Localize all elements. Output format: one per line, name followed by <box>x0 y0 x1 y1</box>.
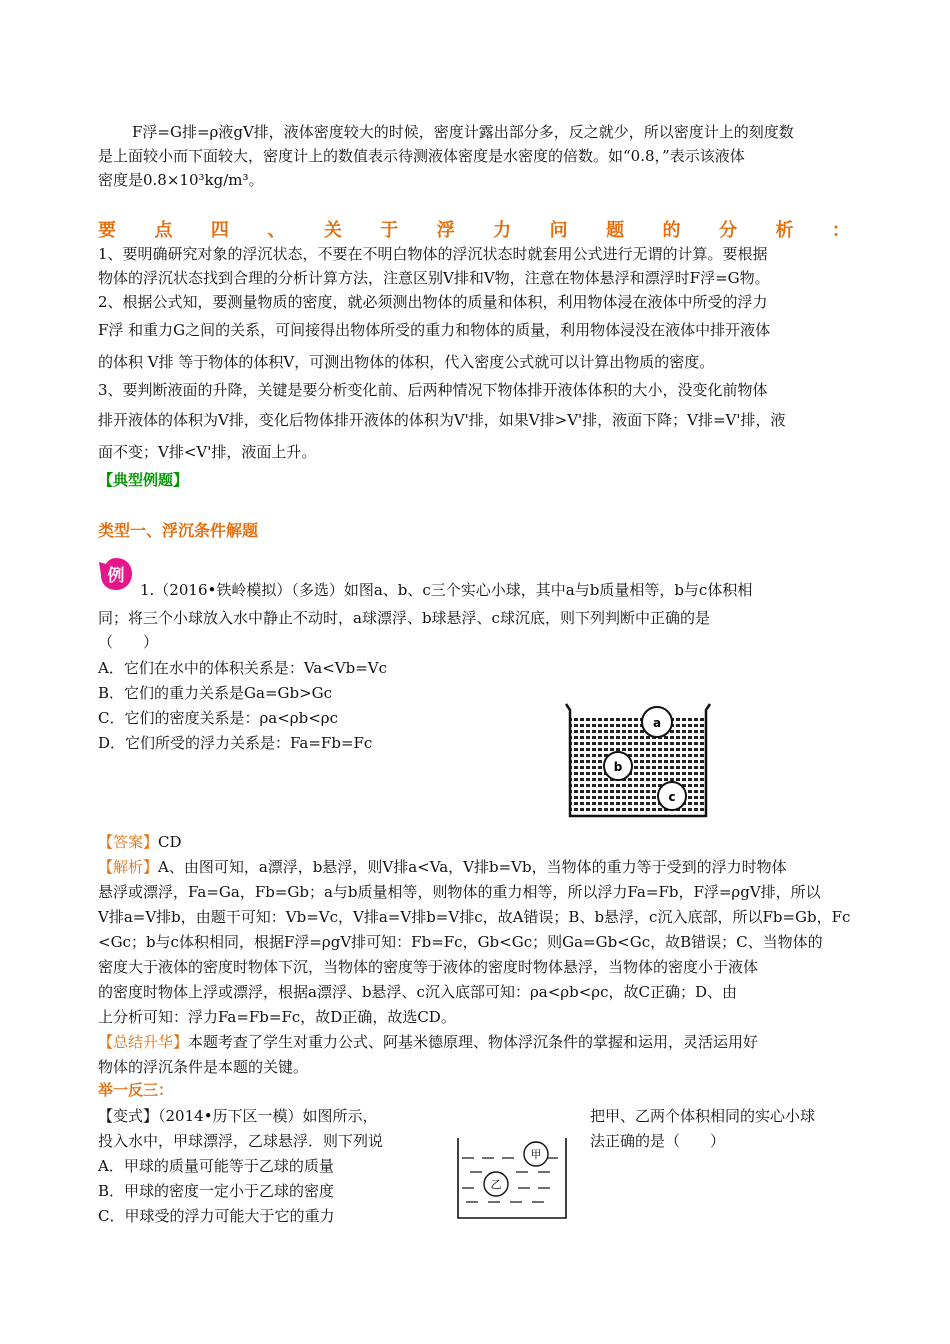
s4-p2-line-3: 的体积 V排 等于物体的体积V，可测出物体的体积，代入密度公式就可以计算出物质的密度。 <box>98 353 715 371</box>
ball-yi <box>484 1172 508 1196</box>
variation-label: 【变式】 <box>98 1107 159 1125</box>
ball-jia-label: 甲 <box>530 1148 542 1161</box>
s4-p3-line-1: 3、要判断液面的升降，关键是要分析变化前、后两种情况下物体排开液体体积的大小，没变化前物体 <box>98 381 768 399</box>
analysis-label: 【解析】 <box>98 858 159 876</box>
summary-line-1 <box>98 1032 758 1053</box>
q1-option-a: A．它们在水中的体积关系是：Va<Vb=Vc <box>98 659 388 677</box>
analysis-line-6: 的密度时物体上浮或漂浮，根据a漂浮、b悬浮、c沉入底部可知：ρa<ρb<ρc，故C正确；D、由 <box>98 983 737 1001</box>
answer-line <box>98 832 182 853</box>
ball-c <box>658 782 686 810</box>
intro-line-3: 密度是0.8×10³kg/m³。 <box>98 171 264 189</box>
q1-line-3: （ ） <box>98 633 159 651</box>
ball-b-label: b <box>613 760 623 774</box>
analysis-line-1 <box>98 857 787 878</box>
s4-p2-line-1: 2、根据公式知，要测量物质的密度，就必须测出物体的质量和体积，利用物体浸在液体中所受的浮力 <box>98 293 768 311</box>
variation-line-2: 投入水中，甲球漂浮，乙球悬浮．则下列说 <box>98 1132 384 1150</box>
variation-figure-container <box>452 1134 572 1224</box>
q1-option-c: C．它们的密度关系是：ρa<ρb<ρc <box>98 709 339 727</box>
variation-heading: 举一反三： <box>98 1081 174 1099</box>
example-badge-icon <box>98 556 134 592</box>
water-lines <box>462 1158 558 1202</box>
q1-option-d: D．它们所受的浮力关系是：Fa=Fb=Fc <box>98 734 373 752</box>
s4-p3-line-2: 排开液体的体积为V排，变化后物体排开液体的体积为V'排，如果V排>V'排，液面下降；V排=V'排，液 <box>98 411 786 429</box>
ball-yi-label: 乙 <box>490 1178 502 1191</box>
q1-line-1: 1.（2016•铁岭模拟）（多选）如图a、b、c三个实心小球，其中a与b质量相等，b与c体积相 <box>140 581 753 599</box>
s4-p1-line-1: 1、要明确研究对象的浮沉状态，不要在不明白物体的浮沉状态时就套用公式进行无谓的计算。要根据 <box>98 245 768 263</box>
s4-p2-line-2: F浮 和重力G之间的关系，可间接得出物体所受的重力和物体的质量，利用物体浸没在液体中排开液体 <box>98 321 771 339</box>
type-1-heading: 类型一、浮沉条件解题 <box>98 521 259 540</box>
heading-char: 力 <box>493 220 512 241</box>
analysis-line-7: 上分析可知：浮力Fa=Fb=Fc，故D正确，故选CD。 <box>98 1008 456 1026</box>
answer-value: CD <box>158 833 182 851</box>
intro-line-1: F浮=G排=ρ液gV排，液体密度较大的时候，密度计露出部分多，反之就少，所以密度计上的刻度数 <box>132 123 794 141</box>
section-4-heading <box>98 216 850 242</box>
heading-char: 分 <box>718 220 737 241</box>
variation-line-1-right: 把甲、乙两个体积相同的实心小球 <box>590 1107 816 1125</box>
heading-char: 点 <box>154 220 173 241</box>
heading-char: 析 <box>775 220 794 241</box>
variation-option-a: A．甲球的质量可能等于乙球的质量 <box>98 1157 334 1175</box>
container-outline <box>458 1138 566 1218</box>
heading-char: 要 <box>98 220 116 241</box>
analysis-text: A、由图可知，a漂浮，b悬浮，则V排a<Va，V排b=Vb，当物体的重力等于受到的浮力时物体 <box>158 858 787 876</box>
intro-line-2: 是上面较小而下面较大，密度计上的数值表示待测液体密度是水密度的倍数。如“0.8，”表示该液体 <box>98 147 745 165</box>
summary-label: 【总结升华】 <box>98 1033 189 1051</box>
s4-p1-line-2: 物体的浮沉状态找到合理的分析计算方法，注意区别V排和V物，注意在物体悬浮和漂浮时F浮=G物。 <box>98 269 770 287</box>
ball-c-label: c <box>668 790 676 804</box>
variation-option-c: C．甲球受的浮力可能大于它的重力 <box>98 1207 335 1225</box>
variation-text: （2014•历下区一模）如图所示， <box>158 1107 378 1125</box>
ball-a-label: a <box>652 716 662 730</box>
analysis-line-4: <Gc；b与c体积相同，根据F浮=ρgV排可知：Fb=Fc，Gb<Gc；则Ga=Gb<Gc，故B错误；C、当物体的 <box>98 933 823 951</box>
heading-char: 、 <box>267 220 286 241</box>
heading-char: 题 <box>606 220 625 241</box>
variation-line-2-right: 法正确的是（ ） <box>590 1132 726 1150</box>
heading-char: 问 <box>549 220 568 241</box>
heading-char: 的 <box>662 220 681 241</box>
ball-b <box>604 752 632 780</box>
variation-option-b: B．甲球的密度一定小于乙球的密度 <box>98 1182 335 1200</box>
heading-char: 于 <box>380 220 399 241</box>
badge-char: 例 <box>107 566 125 586</box>
heading-char: ： <box>831 220 850 241</box>
s4-p3-line-3: 面不变；V排<V'排，液面上升。 <box>98 443 317 461</box>
q1-option-b: B．它们的重力关系是Ga=Gb>Gc <box>98 684 333 702</box>
answer-label: 【答案】 <box>98 833 159 851</box>
summary-line-2: 物体的浮沉条件是本题的关键。 <box>98 1058 309 1076</box>
q1-figure-container <box>562 700 714 822</box>
heading-char: 浮 <box>436 220 455 241</box>
ball-a <box>642 707 672 737</box>
analysis-line-2: 悬浮或漂浮，Fa=Ga，Fb=Gb；a与b质量相等，则物体的重力相等，所以浮力Fa=Fb，F浮=ρgV排，所以 <box>98 883 821 901</box>
q1-line-2: 同；将三个小球放入水中静止不动时，a球漂浮、b球悬浮、c球沉底，则下列判断中正确的是 <box>98 609 710 627</box>
variation-line-1 <box>98 1106 378 1127</box>
analysis-line-5: 密度大于液体的密度时物体下沉，当物体的密度等于液体的密度时物体悬浮，当物体的密度小于液体 <box>98 958 759 976</box>
ball-jia <box>524 1142 548 1166</box>
summary-text: 本题考查了学生对重力公式、阿基米德原理、物体浮沉条件的掌握和运用，灵活运用好 <box>188 1033 759 1051</box>
analysis-line-3: V排a=V排b，由题干可知：Vb=Vc，V排a=V排b=V排c，故A错误；B、b悬浮，c沉入底部，所以Fb=Gb，Fc <box>98 908 851 926</box>
typical-examples-heading: 【典型例题】 <box>98 471 189 489</box>
heading-char: 四 <box>210 220 229 241</box>
heading-char: 关 <box>323 220 342 241</box>
